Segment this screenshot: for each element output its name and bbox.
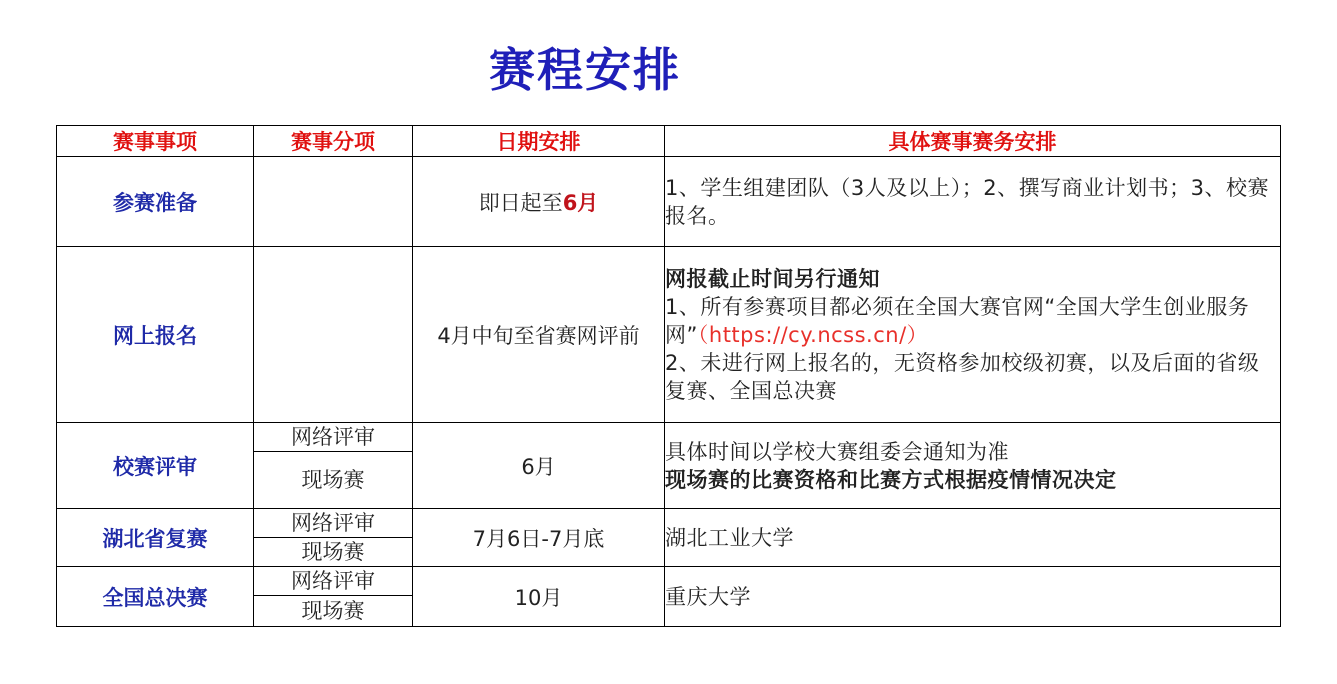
item-national: 全国总决赛 [57,567,254,627]
detail-online-line2: 2、未进行网上报名的，无资格参加校级初赛，以及后面的省级复赛、全国总决赛 [665,350,1260,403]
detail-province: 湖北工业大学 [665,509,1281,567]
sub-prep-empty [254,157,413,247]
header-item: 赛事事项 [57,126,254,157]
schedule-table [56,125,1281,627]
sub-school-online: 网络评审 [254,423,413,452]
detail-school-line2: 现场赛的比赛资格和比赛方式根据疫情情况决定 [665,467,1117,492]
header-sub: 赛事分项 [254,126,413,157]
sub-online-empty [254,247,413,423]
header-row [57,126,1281,157]
sub-national-online: 网络评审 [254,567,413,596]
detail-prep: 1、学生组建团队（3人及以上）；2、撰写商业计划书；3、校赛报名。 [665,157,1281,247]
date-prep [413,157,665,247]
item-online: 网上报名 [57,247,254,423]
sub-province-onsite: 现场赛 [254,538,413,567]
detail-national: 重庆大学 [665,567,1281,627]
detail-school [665,423,1281,509]
item-school: 校赛评审 [57,423,254,509]
table-row-prep [57,157,1281,247]
table-row-online [57,247,1281,423]
table-row-national-1 [57,567,1281,596]
item-prep: 参赛准备 [57,157,254,247]
detail-online-link[interactable]: （https://cy.ncss.cn/） [697,322,929,347]
sub-national-onsite: 现场赛 [254,596,413,627]
table-row-province-1 [57,509,1281,538]
detail-online-line1: 1、所有参赛项目都必须在全国大赛官网“全国大学生创业服务网” [665,294,1250,347]
date-province: 7月6日-7月底 [413,509,665,567]
sub-province-online: 网络评审 [254,509,413,538]
sub-school-onsite: 现场赛 [254,452,413,509]
table-row-school-1 [57,423,1281,452]
detail-school-line1: 具体时间以学校大赛组委会通知为准 [665,439,1009,464]
detail-online-heading: 网报截止时间另行通知 [665,266,880,291]
date-school: 6月 [413,423,665,509]
item-province: 湖北省复赛 [57,509,254,567]
date-online: 4月中旬至省赛网评前 [413,247,665,423]
date-prep-highlight: 6月 [562,190,599,215]
header-detail: 具体赛事赛务安排 [665,126,1281,157]
detail-online [665,247,1281,423]
date-prep-prefix: 即日起至 [478,190,563,215]
page-title: 赛程安排 [489,43,681,97]
date-national: 10月 [413,567,665,627]
header-date: 日期安排 [413,126,665,157]
